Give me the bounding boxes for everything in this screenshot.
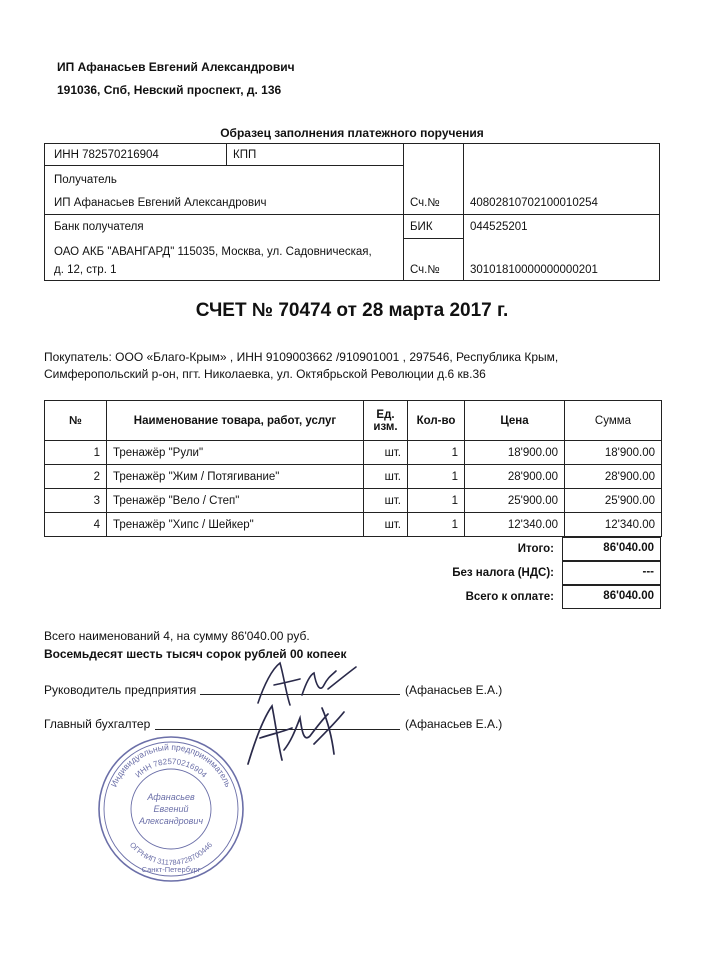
row-sum: 25'900.00	[565, 489, 662, 513]
row-sum: 18'900.00	[565, 441, 662, 465]
stamp-city-text: Санкт-Петербург	[141, 865, 201, 874]
seller-address: 191036, Спб, Невский проспект, д. 136	[57, 83, 282, 97]
unit-header-line1: Ед.	[376, 408, 395, 421]
row-price: 18'900.00	[465, 441, 565, 465]
vat-label: Без налога (НДС):	[452, 567, 554, 579]
company-stamp	[96, 734, 246, 884]
row-unit: шт.	[364, 513, 408, 537]
row-name: Тренажёр "Хипс / Шейкер"	[107, 513, 364, 537]
row-qty: 1	[408, 489, 465, 513]
accountant-name: (Афанасьев Е.А.)	[405, 717, 503, 731]
recipient-name: ИП Афанасьев Евгений Александрович	[54, 197, 267, 209]
table-row	[45, 465, 662, 489]
stamp-name-line2: Евгений	[153, 804, 189, 814]
row-price: 25'900.00	[465, 489, 565, 513]
goods-table	[44, 400, 662, 537]
total-value: 86'040.00	[562, 537, 661, 561]
row-num: 2	[45, 465, 107, 489]
corr-account-number: 30101810000000000201	[470, 264, 598, 276]
row-price: 28'900.00	[465, 465, 565, 489]
row-name: Тренажёр "Жим / Потягивание"	[107, 465, 364, 489]
buyer-line1: Покупатель: ООО «Благо-Крым» , ИНН 9109003662 /910901001 , 297546, Республика Крым,	[44, 350, 559, 364]
pay-value: 86'040.00	[562, 585, 661, 609]
kpp-label: КПП	[233, 149, 257, 161]
col-qty-header: Кол-во	[408, 401, 465, 441]
accountant-label: Главный бухгалтер	[44, 717, 151, 731]
svg-text:ИНН 782570216904	[134, 757, 209, 780]
bik-label: БИК	[410, 221, 433, 233]
director-name: (Афанасьев Е.А.)	[405, 683, 503, 697]
accountant-signature-scribble	[238, 698, 348, 768]
account-label: Сч.№	[410, 197, 440, 209]
recipient-label: Получатель	[54, 174, 117, 186]
unit-header-line2: изм.	[373, 420, 398, 433]
buyer-line2: Симферопольский р-он, пгт. Николаевка, ул. Октябрьской Революции д.6 кв.36	[44, 367, 486, 381]
bank-requisites-table	[44, 143, 660, 281]
director-label: Руководитель предприятия	[44, 683, 197, 697]
table-row	[45, 441, 662, 465]
seller-name: ИП Афанасьев Евгений Александрович	[57, 60, 295, 74]
col-num-header: №	[45, 401, 107, 441]
col-name-header: Наименование товара, работ, услуг	[107, 401, 364, 441]
stamp-ogrnip-text: ОГРНИП 311784728700446	[127, 840, 215, 868]
summary-count-line: Всего наименований 4, на сумму 86'040.00 руб.	[44, 629, 310, 643]
row-price: 12'340.00	[465, 513, 565, 537]
vat-value: ---	[562, 561, 661, 585]
row-name: Тренажёр "Рули"	[107, 441, 364, 465]
bik-value: 044525201	[470, 221, 528, 233]
bank-label: Банк получателя	[54, 221, 144, 233]
bank-name-line1: ОАО АКБ "АВАНГАРД" 115035, Москва, ул. Садовническая,	[54, 246, 372, 258]
row-num: 3	[45, 489, 107, 513]
row-unit: шт.	[364, 465, 408, 489]
svg-text:ОГРНИП 311784728700446	[128, 840, 214, 867]
row-unit: шт.	[364, 441, 408, 465]
stamp-inn-text: ИНН 782570216904	[133, 756, 209, 780]
stamp-name-line1: Афанасьев	[147, 792, 195, 802]
row-unit: шт.	[364, 489, 408, 513]
bank-sample-title: Образец заполнения платежного поручения	[220, 126, 484, 140]
summary-words-line: Восемьдесят шесть тысяч сорок рублей 00 копеек	[44, 647, 347, 661]
row-name: Тренажёр "Вело / Степ"	[107, 489, 364, 513]
table-row	[45, 489, 662, 513]
row-num: 4	[45, 513, 107, 537]
row-num: 1	[45, 441, 107, 465]
pay-label: Всего к оплате:	[465, 591, 554, 603]
row-sum: 28'900.00	[565, 465, 662, 489]
col-unit-header	[364, 401, 408, 441]
account-number: 40802810702100010254	[470, 197, 598, 209]
stamp-name-line3: Александрович	[138, 816, 204, 826]
invoice-title: СЧЕТ № 70474 от 28 марта 2017 г.	[195, 300, 509, 321]
col-sum-header: Сумма	[565, 401, 662, 441]
goods-table-header	[45, 401, 662, 441]
stamp-outer-text: Индивидуальный предприниматель	[108, 741, 234, 789]
total-label: Итого:	[517, 543, 554, 555]
inn: ИНН 782570216904	[54, 149, 159, 161]
col-price-header: Цена	[465, 401, 565, 441]
row-qty: 1	[408, 513, 465, 537]
corr-account-label: Сч.№	[410, 264, 440, 276]
bank-name-line2: д. 12, стр. 1	[54, 264, 117, 276]
row-qty: 1	[408, 441, 465, 465]
row-qty: 1	[408, 465, 465, 489]
row-sum: 12'340.00	[565, 513, 662, 537]
table-row	[45, 513, 662, 537]
